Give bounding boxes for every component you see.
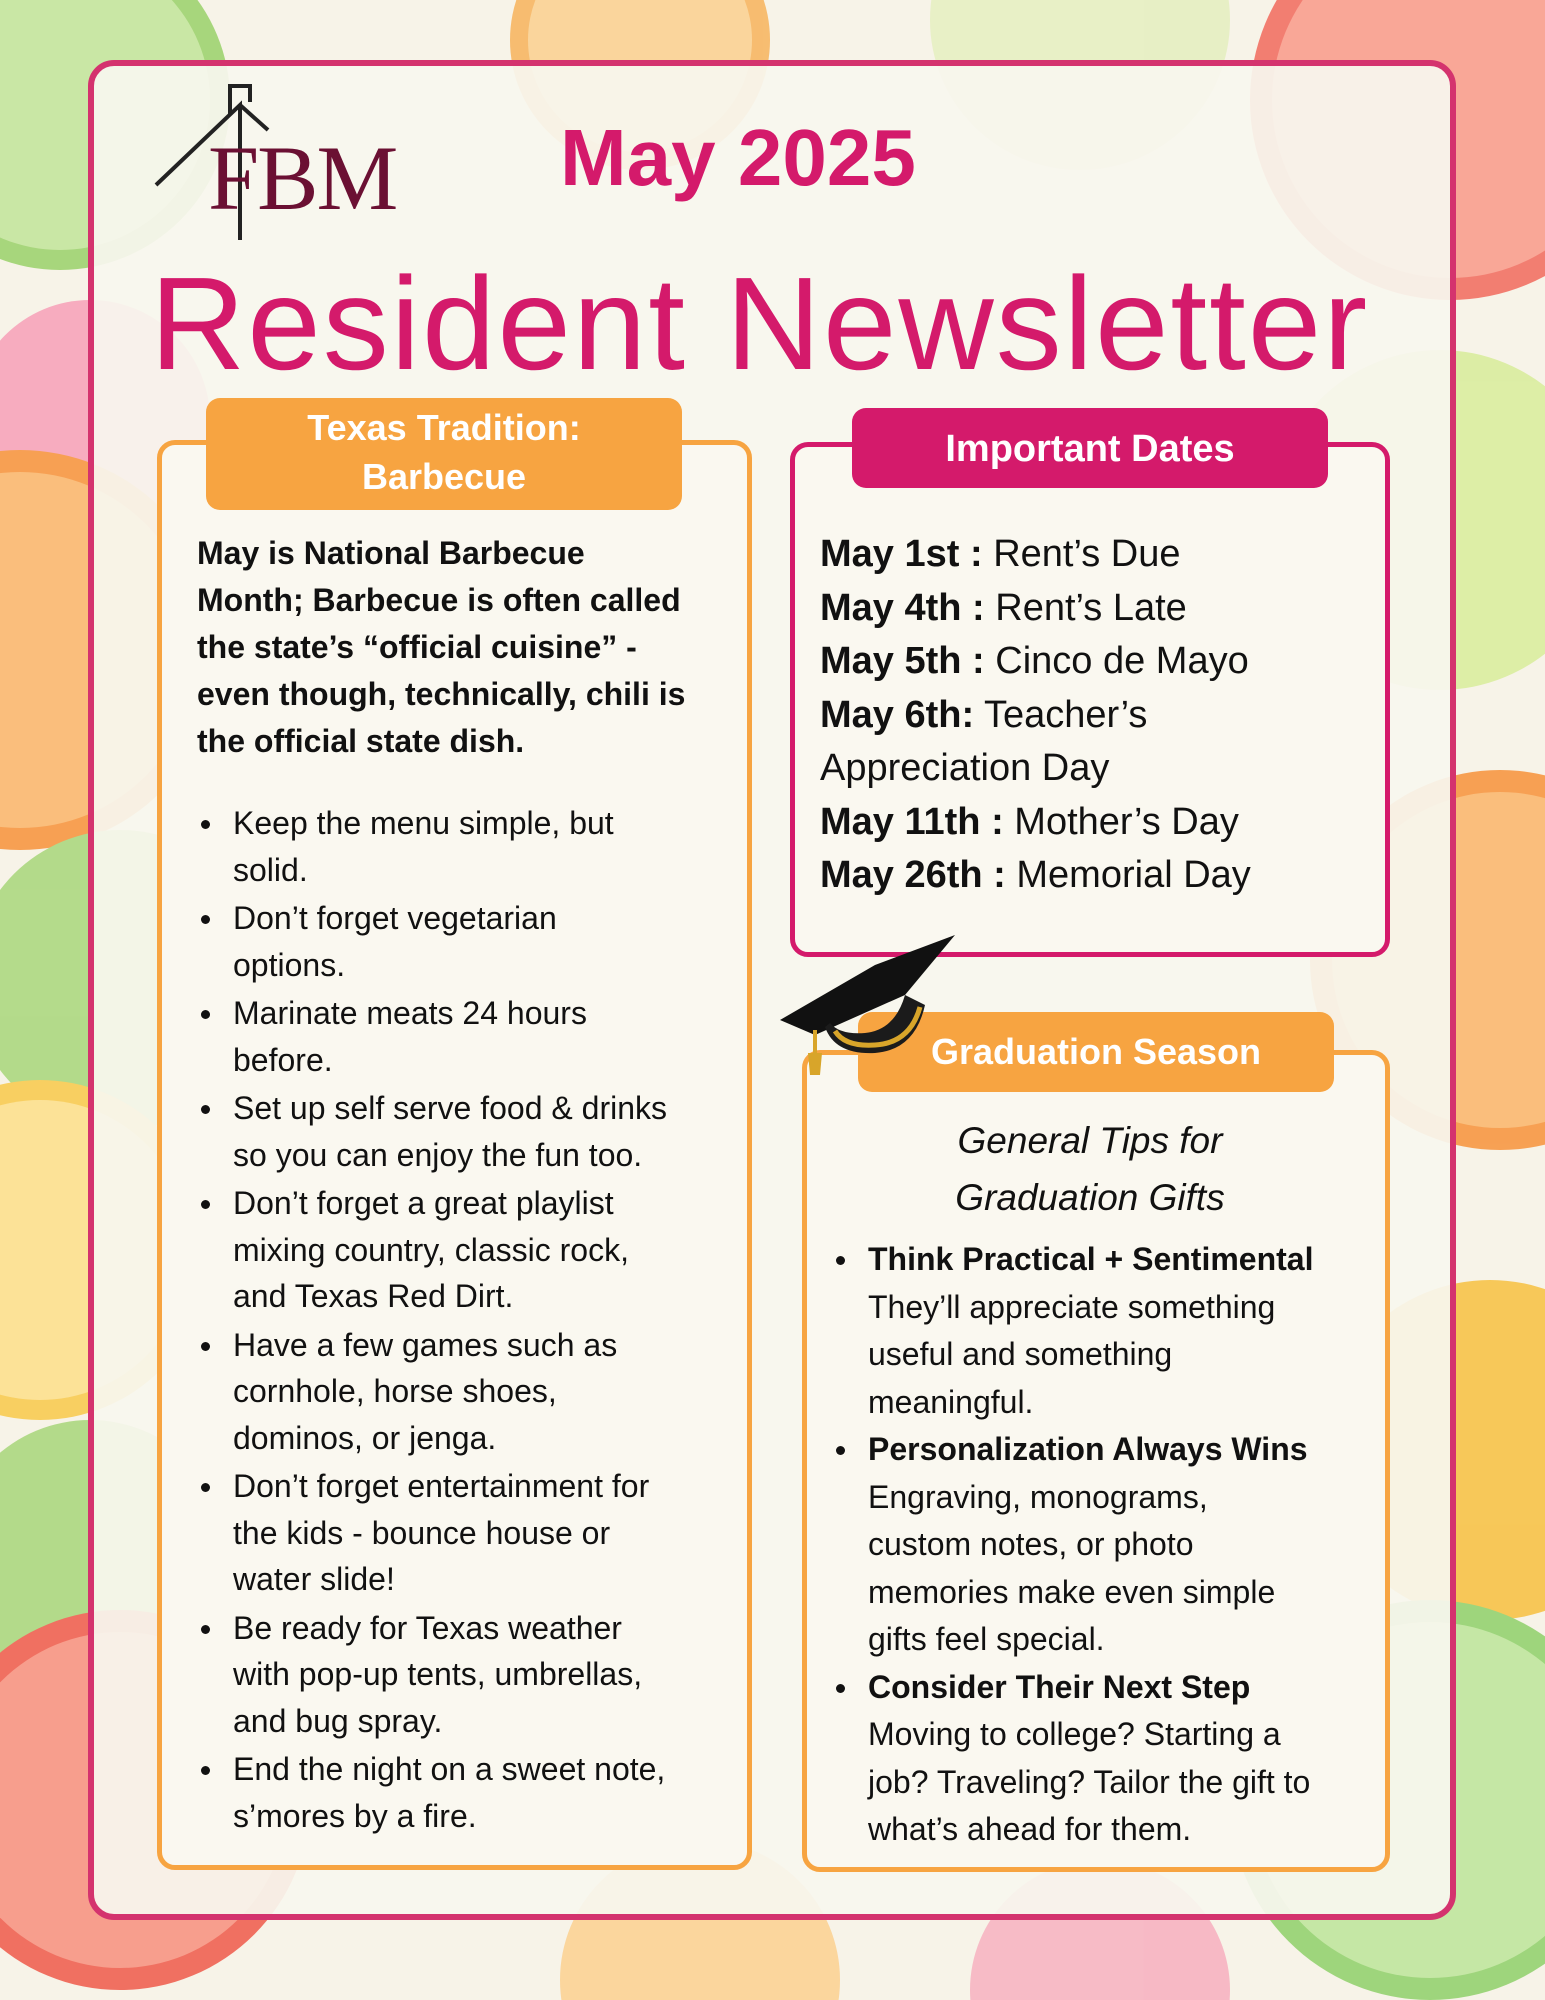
bbq-heading-line: Barbecue — [361, 455, 527, 497]
list-item: Have a few games such as cornhole, horse shoes, dominos, or jenga. — [195, 1322, 735, 1462]
list-item: Keep the menu simple, but solid. — [195, 800, 735, 893]
list-item: Set up self serve food & drinks so you can enjoy the fun too. — [195, 1085, 735, 1178]
list-item: Don’t forget entertainment for the kids - bounce house or water slide! — [195, 1463, 735, 1603]
intro-line: even though, technically, chili is — [197, 676, 686, 712]
intro-line: Month; Barbecue is often called — [197, 582, 681, 618]
date-row: May 5th : Cinco de Mayo — [820, 640, 1249, 682]
date-row: May 26th : Memorial Day — [820, 854, 1251, 896]
bbq-heading — [206, 398, 682, 510]
list-item: Think Practical + Sentimental They’ll appreciate something useful and something meaningful. — [830, 1236, 1360, 1426]
newsletter-title: Resident Newsletter — [150, 250, 1370, 397]
bbq-intro — [197, 530, 737, 765]
list-item: Consider Their Next Step Moving to college? Starting a job? Traveling? Tailor the gift to what’s ahead for them. — [830, 1664, 1360, 1854]
list-item: Personalization Always Wins Engraving, monograms, custom notes, or photo memories make even simple gifts feel special. — [830, 1426, 1360, 1664]
bbq-heading-line: Texas Tradition: — [307, 407, 581, 448]
subtitle-line: Graduation Gifts — [955, 1177, 1225, 1218]
intro-line: the state’s “official cuisine” - — [197, 629, 637, 665]
list-item: Be ready for Texas weather with pop-up tents, umbrellas, and bug spray. — [195, 1605, 735, 1745]
issue-month: May 2025 — [560, 113, 916, 202]
subtitle-line: General Tips for — [957, 1120, 1223, 1161]
important-dates-heading: Important Dates — [852, 408, 1328, 488]
list-item: End the night on a sweet note, s’mores by a fire. — [195, 1746, 735, 1839]
date-row: May 6th: Teacher’s — [820, 693, 1148, 736]
bbq-tips-list — [195, 800, 735, 1841]
important-dates-list — [820, 528, 1380, 903]
intro-line: the official state dish. — [197, 723, 525, 759]
logo-text: FBM — [208, 127, 397, 229]
intro-line: May is National Barbecue — [197, 535, 585, 571]
fbm-logo — [150, 80, 400, 250]
list-item: Don’t forget vegetarian options. — [195, 895, 735, 988]
date-row: May 1st : Rent’s Due — [820, 533, 1181, 575]
graduation-subtitle — [830, 1112, 1350, 1226]
graduation-tips-list — [830, 1236, 1360, 1854]
list-item: Don’t forget a great playlist mixing country, classic rock, and Texas Red Dirt. — [195, 1180, 735, 1320]
date-row: May 11th : Mother’s Day — [820, 800, 1239, 843]
graduation-cap-icon — [775, 935, 965, 1075]
graduation-heading: Graduation Season — [858, 1012, 1334, 1092]
list-item: Marinate meats 24 hours before. — [195, 990, 735, 1083]
date-row: Appreciation Day — [820, 747, 1110, 789]
date-row: May 4th : Rent’s Late — [820, 586, 1187, 629]
